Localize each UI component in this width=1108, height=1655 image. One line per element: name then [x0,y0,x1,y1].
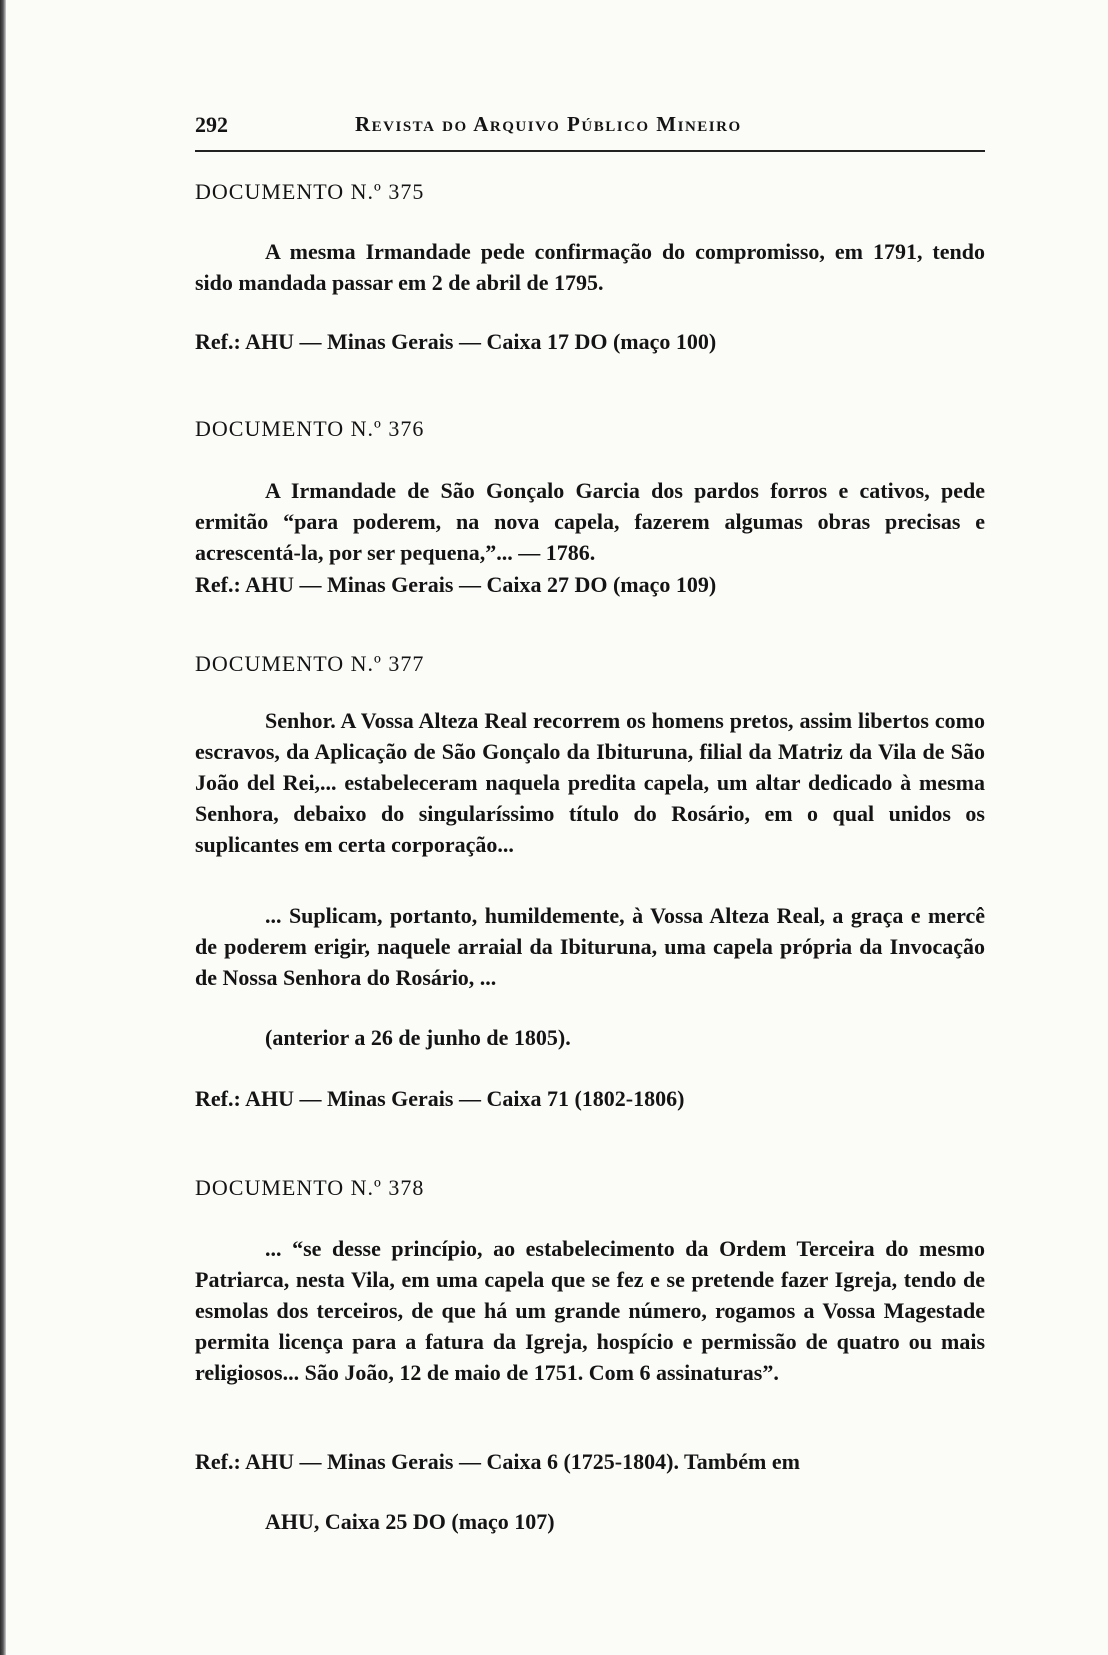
page-number: 292 [195,112,228,137]
document-376-ref: Ref.: AHU — Minas Gerais — Caixa 27 DO (maço 109) [195,572,717,597]
document-378-heading: DOCUMENTO N.º 378 [195,1175,425,1200]
document-375-text: A mesma Irmandade pede confirmação do compromisso, em 1791, tendo sido mandada passar em 2 de abril de 1795. [195,239,985,295]
document-377-ref: Ref.: AHU — Minas Gerais — Caixa 71 (1802-1806) [195,1086,685,1111]
document-375-ref: Ref.: AHU — Minas Gerais — Caixa 17 DO (maço 100) [195,329,717,354]
scan-edge [0,0,6,1655]
document-377-date: (anterior a 26 de junho de 1805). [265,1025,571,1050]
document-376-text: A Irmandade de São Gonçalo Garcia dos pardos forros e cativos, pede ermitão “para poderem, na nova capela, fazerem algumas obras precisas e acrescentá-la, por ser pequena,”... — 1786. [195,478,985,565]
document-375-heading: DOCUMENTO N.º 375 [195,179,425,204]
document-376-heading: DOCUMENTO N.º 376 [195,416,425,441]
document-377-heading: DOCUMENTO N.º 377 [195,651,425,676]
document-378-ref: Ref.: AHU — Minas Gerais — Caixa 6 (1725-1804). Também em [195,1449,800,1474]
running-title: Revista do Arquivo Público Mineiro [355,112,742,136]
document-377-paragraph-1: Senhor. A Vossa Alteza Real recorrem os homens pretos, assim libertos como escravos, da Aplicação de São Gonçalo da Ibituruna, filial da Matriz da Vila de São João del Rei,... estabeleceram naquela predita capela, um altar dedicado à mesma Senhora, debaixo do singularíssimo título do Rosário, em o qual unidos os suplicantes em certa corporação... [195,708,985,857]
running-header [195,112,985,148]
document-378-ref-continued: AHU, Caixa 25 DO (maço 107) [265,1509,555,1534]
document-378-text: ... “se desse princípio, ao estabelecimento da Ordem Terceira do mesmo Patriarca, nesta Vila, em uma capela que se fez e se pretende fazer Igreja, tendo de esmolas dos terceiros, de que há um grande número, rogamos a Vossa Magestade permita licença para a fatura da Igreja, hospício e permissão de quatro ou mais religiosos... São João, 12 de maio de 1751. Com 6 assinaturas”. [195,1236,985,1385]
document-377-paragraph-2: ... Suplicam, portanto, humildemente, à Vossa Alteza Real, a graça e mercê de poderem erigir, naquele arraial da Ibituruna, uma capela própria da Invocação de Nossa Senhora do Rosário, ... [195,903,985,990]
header-rule [195,150,985,152]
